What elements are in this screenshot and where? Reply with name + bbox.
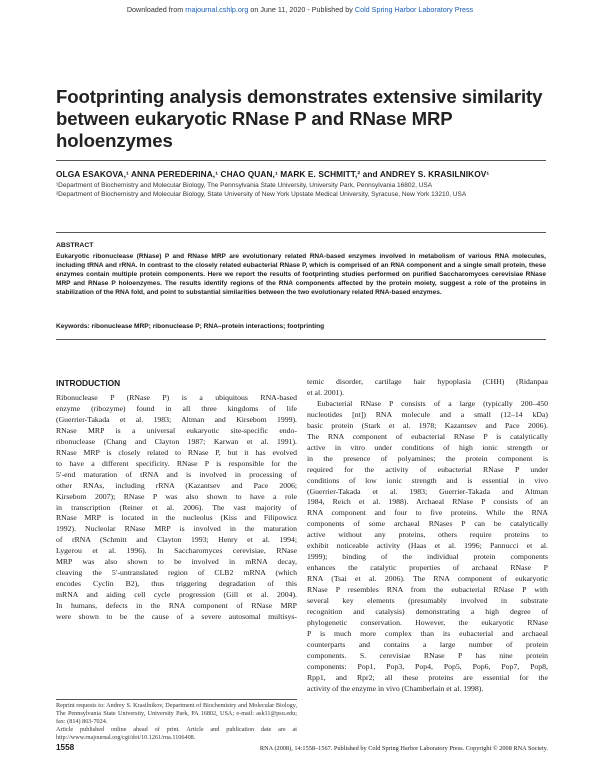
text-line: In humans, defects in the RNA component of RNase MRP xyxy=(56,601,297,611)
text-line: enhances the catalytic properties of archaeal RNase P xyxy=(307,563,548,573)
abstract-divider xyxy=(56,232,546,233)
text-line: P is much more complex than its eubacterial and archaeal xyxy=(307,628,548,638)
author-list: OLGA ESAKOVA,¹ ANNA PEREDERINA,¹ CHAO QUAN,¹ MARK E. SCHMITT,² and ANDREY S. KRASILNIKOV¹ xyxy=(56,169,490,179)
text-line: nucleotides [nt]) RNA molecule and a small (12–14 kDa) xyxy=(307,409,548,419)
text-line: The RNA component of eubacterial RNase P is catalytically xyxy=(307,431,548,441)
text-line: conditions of low ionic strength and is essential in vivo xyxy=(307,475,548,485)
footnote-rule xyxy=(56,699,297,700)
text-line: components of some archaeal RNases P can be catalytically xyxy=(307,519,548,529)
abstract-heading: ABSTRACT xyxy=(56,242,94,249)
section-heading-introduction: INTRODUCTION xyxy=(56,378,121,388)
article-note: Article published online ahead of print. Article and publication date are at http://www.rnajournal.org/cgi/doi/10.1261/rna.1106408. xyxy=(56,725,297,741)
journal-site-link[interactable]: rnajournal.cshlp.org xyxy=(185,5,249,14)
text-line: exhibit noticeable activity (Haas et al. 1996; Pannucci et al. xyxy=(307,541,548,551)
text-line: 1999); binding of the individual protein components xyxy=(307,552,548,562)
text-line: enzyme (ribozyme) found in all three kingdoms of life xyxy=(56,403,297,413)
left-column xyxy=(56,393,297,623)
text-line: 5′-end maturation of tRNA and is involved in processing of xyxy=(56,469,297,479)
title-divider xyxy=(56,160,546,161)
text-line: RNase MRP is located in the nucleolus (Kiss and Filipowicz xyxy=(56,513,297,523)
affiliation-2: ²Department of Biochemistry and Molecular Biology, State University of New York Upstate Medical University, Syracuse, New York 13210, USA xyxy=(56,191,467,198)
text-line: active without any proteins, others require proteins to xyxy=(307,530,548,540)
right-column xyxy=(307,377,548,695)
text-line: in transcription (Reiner et al. 2006). The vast majority of xyxy=(56,502,297,512)
keywords: Keywords: ribonuclease MRP; ribonuclease P; RNA–protein interactions; footprinting xyxy=(56,323,325,330)
text-line: MRP was also shown to be involved in mRNA decay, xyxy=(56,557,297,567)
text-line: ribonuclease (Chang and Clayton 1987; Karwan et al. 1991). xyxy=(56,436,297,446)
text-line: mRNA and aiding cell cycle progression (Gill et al. 2004). xyxy=(56,590,297,600)
text-line: RNase MRP is closely related to RNase P, but it has evolved xyxy=(56,447,297,457)
text-line: Eubacterial RNase P consists of a large (typically 200–450 xyxy=(317,398,548,408)
citation-line: RNA (2008), 14:1558–1567. Published by Cold Spring Harbor Laboratory Press. Copyright © 2008 RNA Society. xyxy=(259,745,548,752)
text-line: 1984, Reich et al. 1988). Archaeal RNase P consists of an xyxy=(307,497,548,507)
text-line: in the presence of polyamines; the protein component is xyxy=(307,453,548,463)
text-line: of rRNA (Schmitt and Clayton 1993; Henry et al. 1994; xyxy=(56,535,297,545)
publisher-link[interactable]: Cold Spring Harbor Laboratory Press xyxy=(354,5,474,14)
footnote xyxy=(56,702,297,742)
text-line: basic protein (Stark et al. 1978; Kazantsev and Pace 2006). xyxy=(307,420,548,430)
text-line: 1992). Nucleolar RNase MRP is involved in the maturation xyxy=(56,524,297,534)
text-line: encodes Cyclin B2), thus triggering degradation of this xyxy=(56,579,297,589)
text-line: components. S. cerevisiae RNase P has nine protein xyxy=(307,650,548,660)
text-line: cleaving the 5′-untranslated region of CLB2 mRNA (which xyxy=(56,568,297,578)
text-line: RNA component and four to five proteins. While the RNA xyxy=(307,508,548,518)
text-line: several key elements (presumably involved in substrate xyxy=(307,596,548,606)
text-line: Ribonuclease P (RNase P) is a ubiquitous RNA-based xyxy=(56,393,297,402)
text-line: RNA (Tsai et al. 2006). The RNA component of eukaryotic xyxy=(307,574,548,584)
article-title: Footprinting analysis demonstrates extensive similarity between eukaryotic RNase P and RNase MRP holoenzymes xyxy=(56,86,543,151)
text-line: recognition and catalysis) demonstrating a high degree of xyxy=(307,607,548,617)
reprint-note: Reprint requests to: Andrey S. Krasilnikov, Department of Biochemistry and Molecular Biology, The Pennsylvania State University, University Park, PA 16802, USA; e-mail: ask11@psu.edu; fax: (814) 863-7024. xyxy=(56,702,297,725)
download-middle: on June 11, 2020 - Published by xyxy=(248,5,355,14)
text-line: were shown to be the cause of a severe autosomal multisys- xyxy=(56,612,297,622)
text-line: (Guerrier-Takada et al. 1983; Altman and Kirsebom 1999). xyxy=(56,414,297,424)
text-line: (Guerrier-Takada et al. 1983; Guerrier-Takada and Altman xyxy=(307,486,548,496)
text-line: temic disorder, cartilage hair hypoplasia (CHH) (Ridanpaa xyxy=(307,377,548,386)
text-line: Lygerou et al. 1996). In Saccharomyces cerevisiae, RNase xyxy=(56,546,297,556)
text-line: RNase P resembles RNA from the eubacterial RNase P with xyxy=(307,585,548,595)
text-line: to have a different specificity. RNase P is responsible for the xyxy=(56,458,297,468)
text-line: phylogenetic conservation. However, the eukaryotic RNase xyxy=(307,617,548,627)
page-number: 1558 xyxy=(56,743,75,752)
download-prefix: Downloaded from xyxy=(126,5,186,14)
keywords-divider xyxy=(56,339,546,340)
text-line: et al. 2001). xyxy=(307,387,345,397)
text-line: other RNAs, including rRNA (Kazantsev and Pace 2006; xyxy=(56,480,297,490)
text-line: Rpp1, and Rpr2; all these proteins are essential for the xyxy=(307,672,548,682)
text-line: RNase MRP is a universal eukaryotic site-specific endo- xyxy=(56,425,297,435)
text-line: components: Pop1, Pop3, Pop4, Pop5, Pop6, Pop7, Pop8, xyxy=(307,661,548,671)
abstract-text: Eukaryotic ribonuclease (RNase) P and RNase MRP are evolutionary related RNA-based enzymes involved in metabolism of various RNA molecules, including tRNA and rRNA. In contrast to the closely related eubacterial RNase P, which is comprised of an RNA component and a single small protein, these enzymes contain multiple protein components. Here we report the results of footprinting studies performed on purified Saccharomyces cerevisiae RNase MRP and RNase P holoenzymes. The results identify regions of the RNA components affected by the protein moiety, suggest a role of the proteins in stabilization of the RNA fold, and point to substantial similarities between the two evolutionary related RNA-based enzymes. xyxy=(56,253,546,297)
affiliation-1: ¹Department of Biochemistry and Molecular Biology, The Pennsylvania State University, University Park, Pennsylvania 16802, USA xyxy=(56,182,433,189)
text-line: required for the activity of eubacterial RNase P under xyxy=(307,464,548,474)
download-banner xyxy=(0,5,600,14)
text-line: Kirsebom 2007); RNase P was also shown to have a role xyxy=(56,491,297,501)
text-line: counterparts and contains a large number of protein xyxy=(307,639,548,649)
text-line: activity of the enzyme in vivo (Chamberlain et al. 1998). xyxy=(307,683,484,693)
text-line: active in vitro under conditions of high ionic strength or xyxy=(307,442,548,452)
